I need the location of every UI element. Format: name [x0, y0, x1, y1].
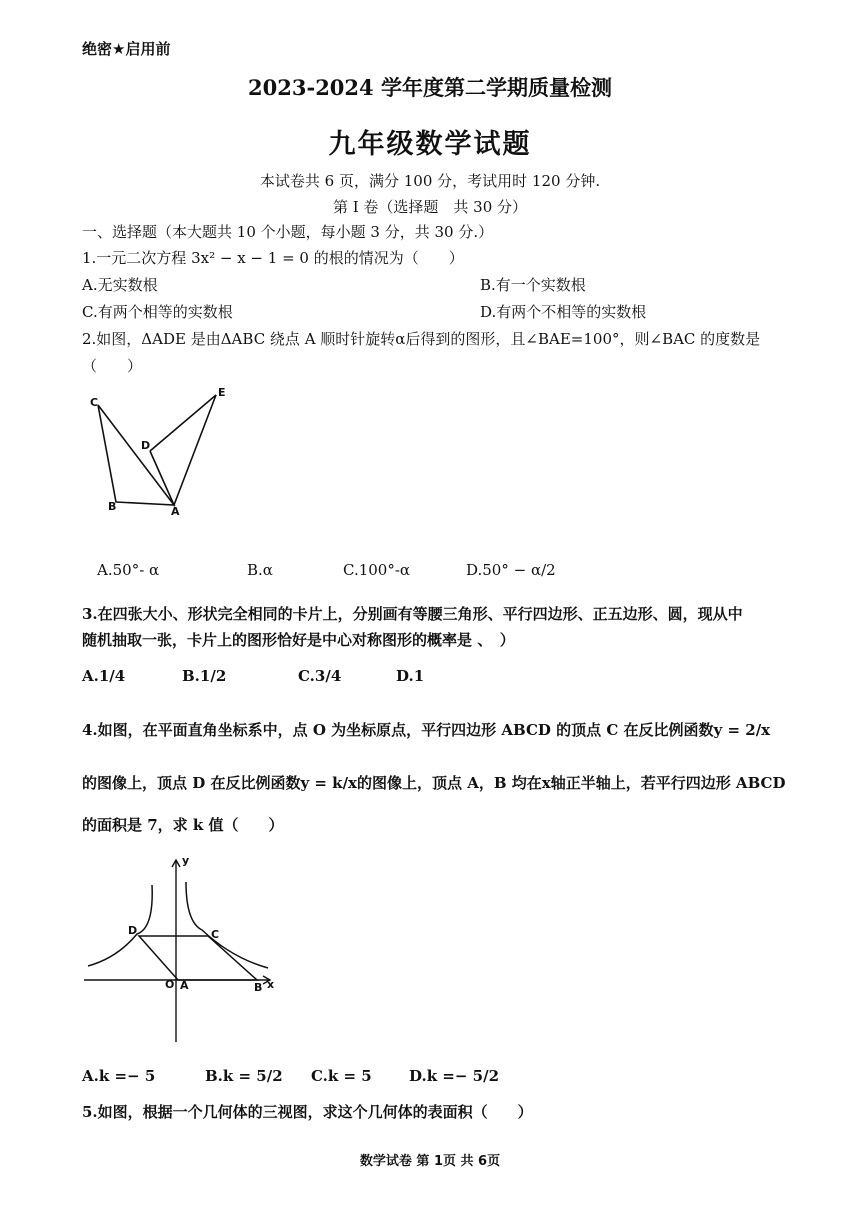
q1-option-b: B.有一个实数根 — [480, 276, 586, 294]
question-2-cont: （ ） — [82, 357, 143, 375]
q2-option-c: C.100°-α — [343, 561, 411, 579]
exam-info: 本试卷共 6 页，满分 100 分，考试用时 120 分钟. — [259, 172, 601, 190]
q1-option-a: A.无实数根 — [82, 276, 158, 294]
confidential-mark: 绝密★启用前 — [82, 40, 171, 58]
q2-figure — [80, 385, 240, 520]
q4-option-a: A.k =− 5 — [82, 1067, 156, 1085]
q2-triangle-ade — [150, 395, 216, 505]
q2-label-b: B — [108, 500, 117, 513]
q1-option-d: D.有两个不相等的实数根 — [480, 303, 647, 321]
q4-parallelogram — [139, 936, 257, 980]
q4-option-b: B.k = 5/2 — [205, 1067, 283, 1085]
q2-label-a: A — [171, 505, 180, 518]
question-3: 3.在四张大小、形状完全相同的卡片上，分别画有等腰三角形、平行四边形、正五边形、圆，现从中 — [82, 605, 743, 623]
question-4: 4.如图，在平面直角坐标系中，点 O 为坐标原点，平行四边形 ABCD 的顶点 C 在反比例函数y = 2/x — [82, 721, 771, 739]
q3-option-b: B.1/2 — [182, 667, 227, 685]
question-5: 5.如图，根据一个几何体的三视图，求这个几何体的表面积（ ） — [82, 1103, 533, 1121]
q4-curve-right — [186, 882, 268, 968]
q4-option-d: D.k =− 5/2 — [409, 1067, 500, 1085]
page-footer: 数学试卷 第 1页 共 6页 — [359, 1154, 501, 1169]
q2-label-e: E — [218, 386, 226, 399]
q3-option-c: C.3/4 — [298, 667, 342, 685]
q4-label-a: A — [180, 979, 189, 992]
q4-label-y: y — [182, 854, 190, 867]
section-heading: 一、选择题（本大题共 10 个小题，每小题 3 分，共 30 分.） — [82, 223, 494, 241]
exam-subtitle: 九年级数学试题 — [328, 129, 532, 160]
q2-triangle-abc — [98, 405, 174, 505]
q3-option-a: A.1/4 — [82, 667, 126, 685]
q4-curve-left — [88, 885, 152, 966]
q1-option-c: C.有两个相等的实数根 — [82, 303, 233, 321]
q4-label-x: x — [267, 978, 275, 991]
q2-option-a: A.50°- α — [97, 561, 160, 579]
q4-option-c: C.k = 5 — [311, 1067, 372, 1085]
q4-label-d: D — [128, 924, 138, 937]
question-4-cont: 的图像上，顶点 D 在反比例函数y = k/x的图像上，顶点 A，B 均在x轴正半轴上，若平行四边形 ABCD — [82, 774, 786, 792]
question-1: 1.一元二次方程 3x² − x − 1 = 0 的根的情况为（ ） — [82, 249, 464, 267]
exam-title: 2023-2024 学年度第二学期质量检测 — [248, 75, 612, 100]
question-4-cont2: 的面积是 7，求 k 值（ ） — [82, 816, 284, 834]
q4-label-b: B — [254, 981, 263, 994]
q2-label-d: D — [141, 439, 151, 452]
q3-option-d: D.1 — [396, 667, 425, 685]
q4-figure — [82, 850, 282, 1045]
q4-label-o: O — [165, 978, 175, 991]
q4-y-axis — [172, 860, 180, 1042]
q2-option-d: D.50° − α/2 — [466, 561, 556, 579]
volume-heading: 第 I 卷（选择题 共 30 分） — [332, 198, 528, 216]
q4-label-c: C — [211, 928, 220, 941]
question-2: 2.如图，ΔADE 是由ΔABC 绕点 A 顺时针旋转α后得到的图形，且∠BAE=100°，则∠BAC 的度数是 — [82, 330, 761, 348]
question-3-cont: 随机抽取一张，卡片上的图形恰好是中心对称图形的概率是 、 ） — [82, 631, 515, 649]
q2-label-c: C — [90, 396, 99, 409]
q2-option-b: B.α — [247, 561, 273, 579]
